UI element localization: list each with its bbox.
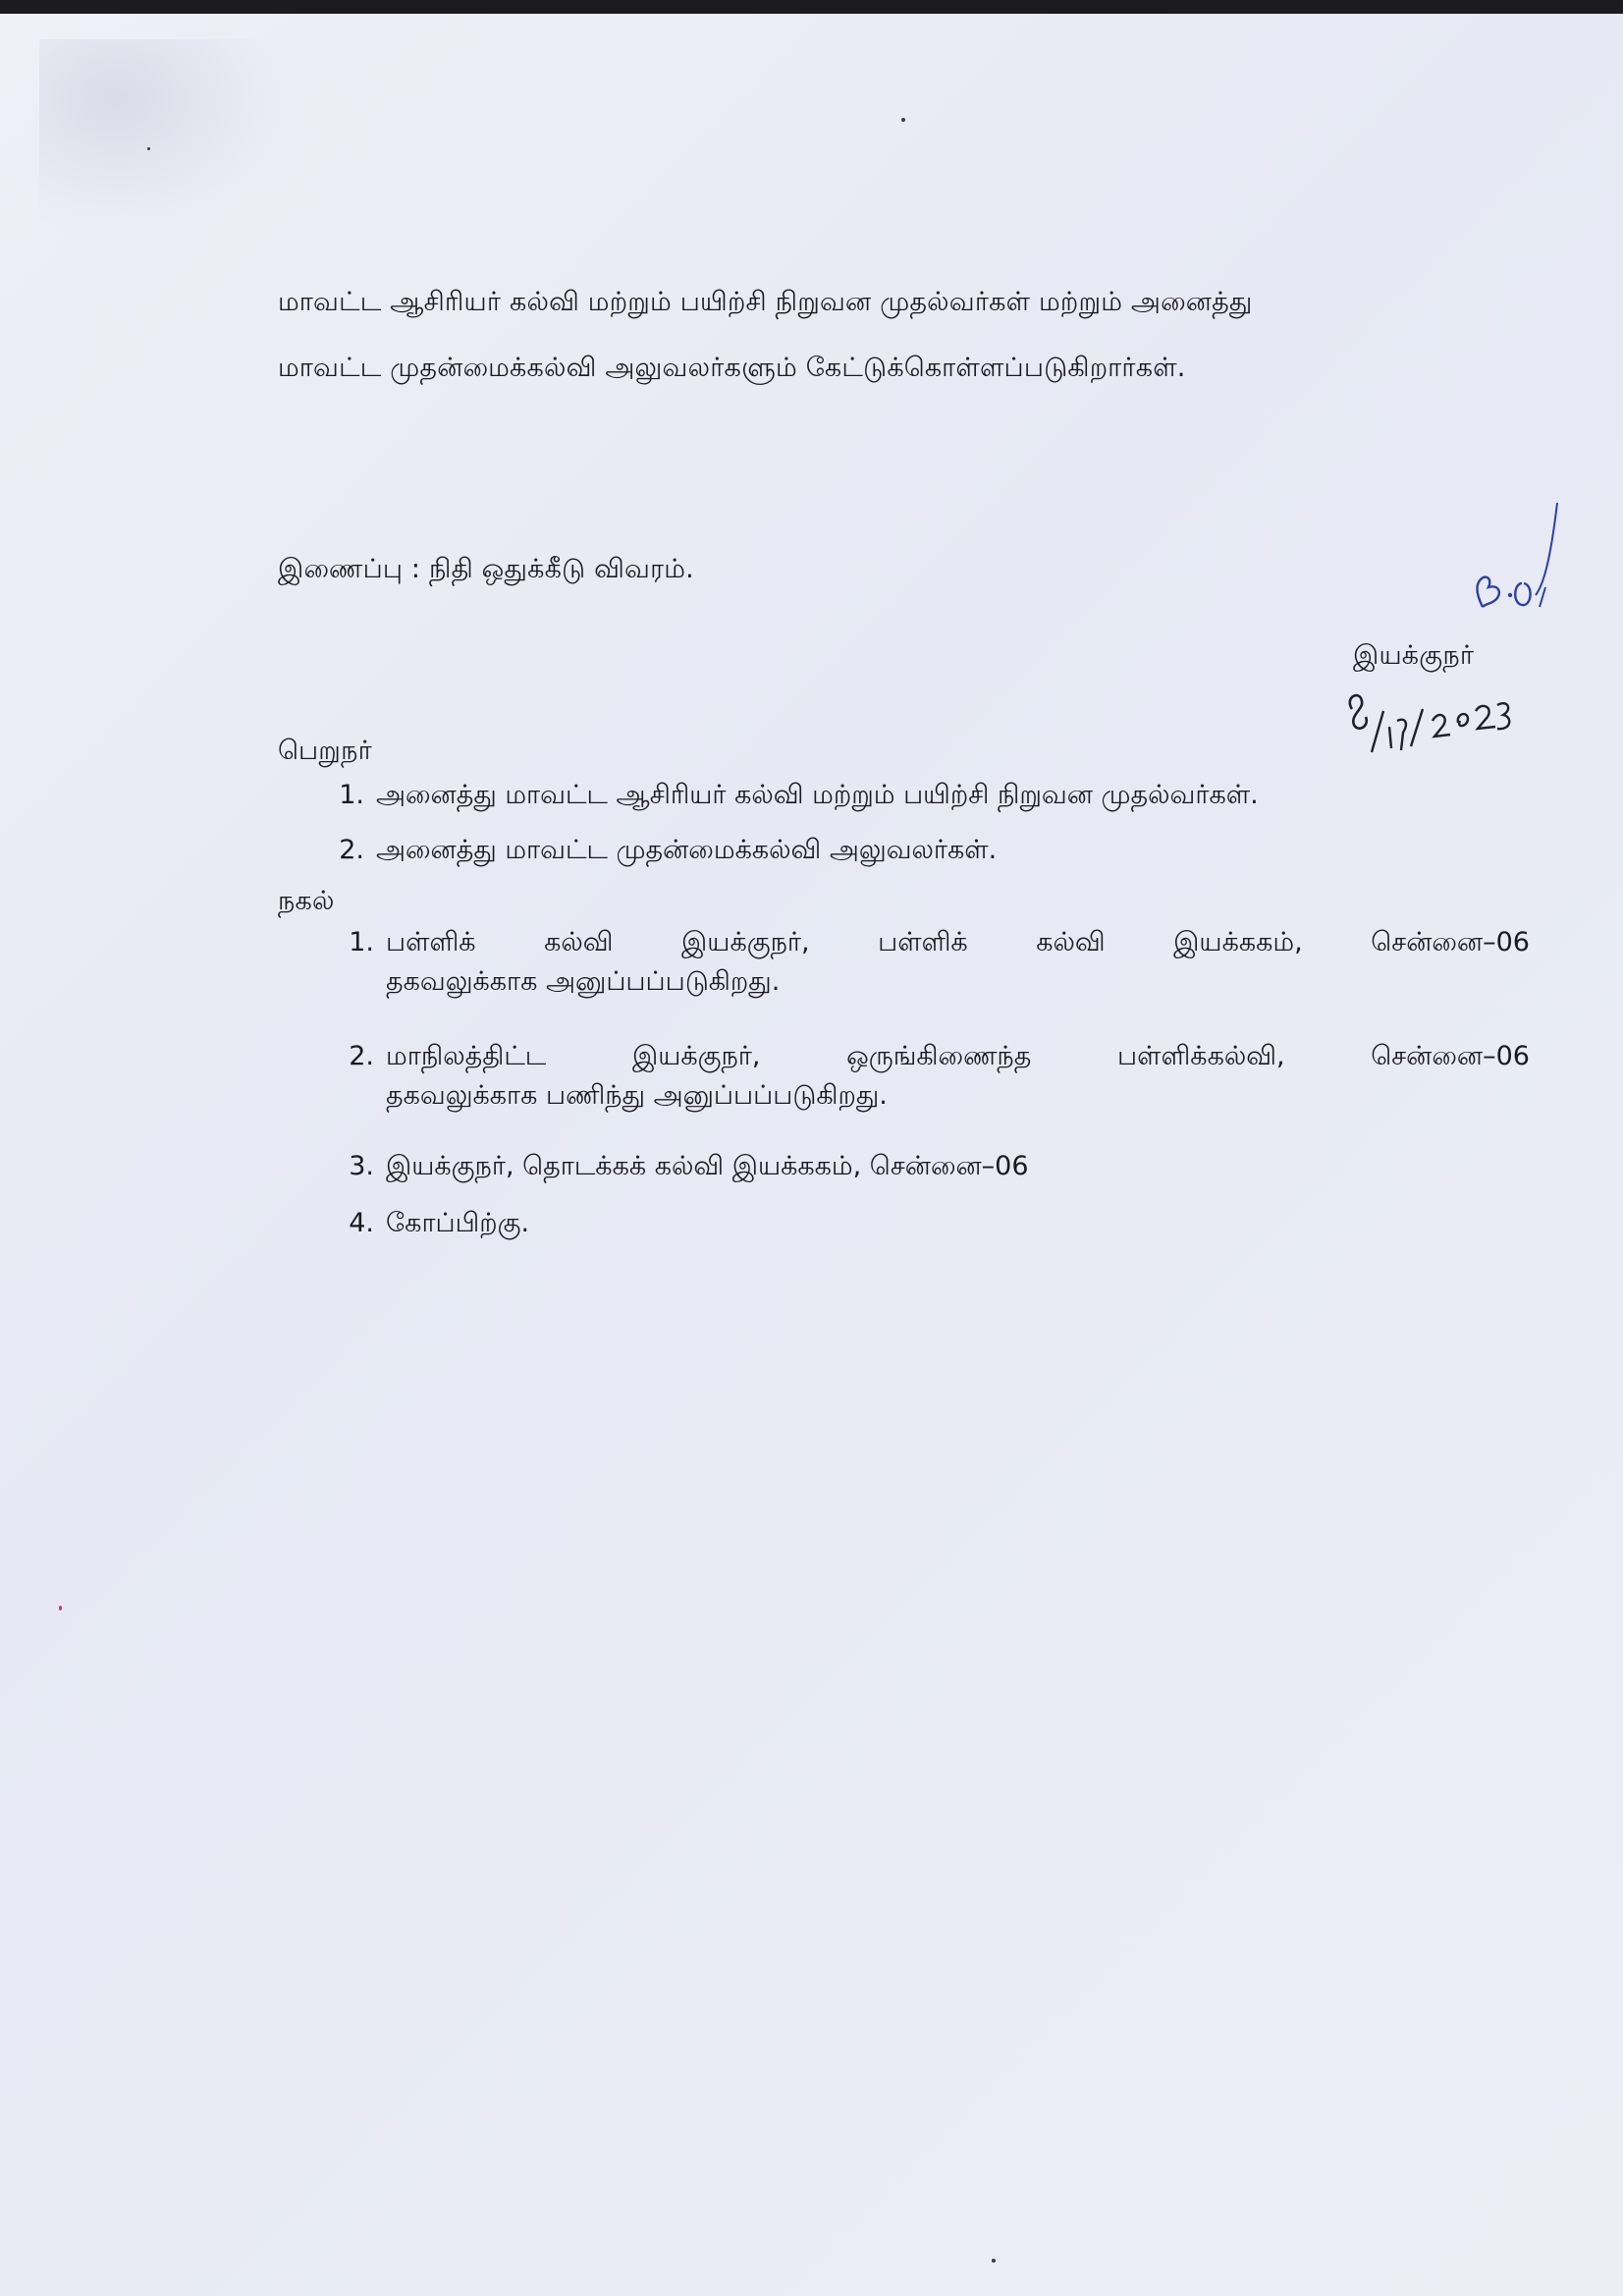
scan-speck [901, 118, 905, 122]
list-number: 1. [349, 927, 374, 957]
copy-word: மாநிலத்திட்ட [386, 1041, 547, 1071]
copy-word: கல்வி [1036, 927, 1106, 957]
copy-word: கல்வி [544, 927, 614, 957]
recipients-heading: பெறுநர் [278, 736, 372, 766]
copy-word: இயக்ககம், [1173, 927, 1303, 957]
enclosure-note: இணைப்பு : நிதி ஒதுக்கீடு விவரம். [278, 554, 694, 584]
copy-item-line-2: தகவலுக்காக பணிந்து அனுப்பப்படுகிறது. [386, 1080, 888, 1111]
recipient-text: அனைத்து மாவட்ட ஆசிரியர் கல்வி மற்றும் பயிற்சி நிறுவன முதல்வர்கள். [376, 780, 1259, 810]
list-item [349, 923, 1530, 1037]
list-number: 1. [339, 780, 364, 810]
handwritten-date [1340, 687, 1517, 776]
copy-item-text: இயக்குநர், தொடக்கக் கல்வி இயக்ககம், சென்னை–06 [386, 1151, 1029, 1181]
recipient-text: அனைத்து மாவட்ட முதன்மைக்கல்வி அலுவலர்கள். [376, 835, 998, 865]
copy-item-line-1 [386, 923, 1530, 962]
copy-to-heading: நகல் [278, 886, 335, 916]
scan-speck [59, 1606, 62, 1611]
copy-word: இயக்குநர், [681, 927, 810, 957]
list-item [339, 776, 1259, 831]
scan-speck [147, 147, 150, 150]
copy-word: பள்ளிக் [878, 927, 968, 957]
list-item [349, 1204, 1530, 1243]
copy-word: சென்னை–06 [1371, 1041, 1530, 1071]
copy-word: இயக்குநர், [631, 1041, 761, 1071]
list-number: 2. [349, 1041, 374, 1071]
paper-fold-shadow [39, 39, 295, 236]
copy-to-list [349, 923, 1530, 1243]
recipients-list [339, 776, 1259, 886]
copy-item-line-2: தகவலுக்காக அனுப்பப்படுகிறது. [386, 966, 781, 997]
signatory-designation: இயக்குநர் [1353, 640, 1475, 671]
copy-item-line-1 [386, 1037, 1530, 1076]
list-item [349, 1147, 1530, 1204]
copy-word: ஒருங்கிணைந்த [846, 1041, 1032, 1071]
list-item [349, 1037, 1530, 1147]
copy-word: சென்னை–06 [1371, 927, 1530, 957]
copy-item-text: கோப்பிற்கு. [386, 1208, 530, 1238]
copy-word: பள்ளிக்கல்வி, [1117, 1041, 1285, 1071]
list-number: 2. [339, 835, 364, 865]
list-item [339, 831, 1259, 886]
body-paragraph-line-2: மாவட்ட முதன்மைக்கல்வி அலுவலர்களும் கேட்டுக்கொள்ளப்படுகிறார்கள். [278, 353, 1186, 383]
list-number: 3. [349, 1151, 374, 1181]
list-number: 4. [349, 1208, 374, 1238]
copy-word: பள்ளிக் [386, 927, 476, 957]
handwritten-signature [1414, 501, 1561, 658]
scan-top-edge [0, 0, 1623, 14]
scan-speck [992, 2259, 996, 2263]
body-paragraph-line-1: மாவட்ட ஆசிரியர் கல்வி மற்றும் பயிற்சி நிறுவன முதல்வர்கள் மற்றும் அனைத்து [278, 287, 1253, 317]
